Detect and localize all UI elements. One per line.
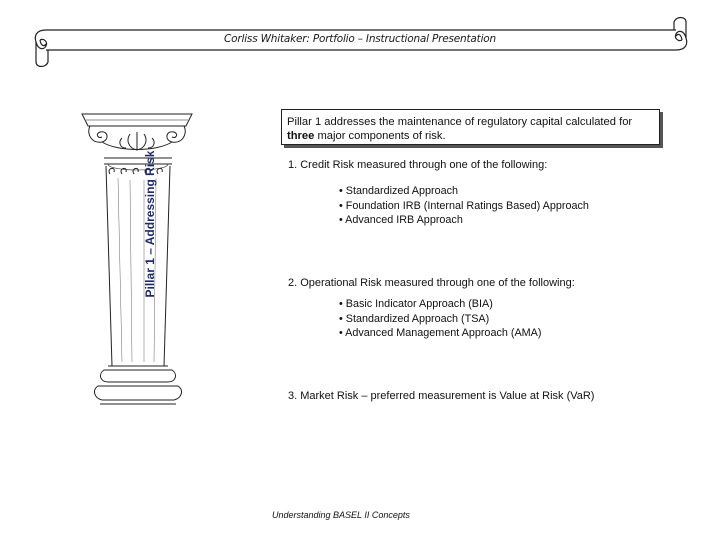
list-item: • Advanced Management Approach (AMA) [339,327,542,339]
intro-box: Pillar 1 addresses the maintenance of regulatory capital calculated for three major components of risk. [281,109,660,145]
presentation-title: Corliss Whitaker: Portfolio – Instructional Presentation [224,33,496,45]
operational-risk-heading: 2. Operational Risk measured through one of the following: [288,277,575,289]
list-item: • Foundation IRB (Internal Ratings Based) Approach [339,199,589,212]
operational-risk-list [339,297,541,341]
market-risk-heading: 3. Market Risk – preferred measurement is Value at Risk (VaR) [288,390,595,402]
list-item: • Standardized Approach [339,185,459,197]
footer-caption: Understanding BASEL II Concepts [272,510,410,520]
list-item: • Standardized Approach (TSA) [339,312,490,325]
credit-risk-heading: 1. Credit Risk measured through one of the following: [288,159,548,171]
list-item: • Basic Indicator Approach (BIA) [339,298,493,310]
list-item: • Advanced IRB Approach [339,214,463,226]
intro-emphasis: three [287,130,315,142]
credit-risk-list [339,184,589,228]
column-illustration [78,108,198,428]
